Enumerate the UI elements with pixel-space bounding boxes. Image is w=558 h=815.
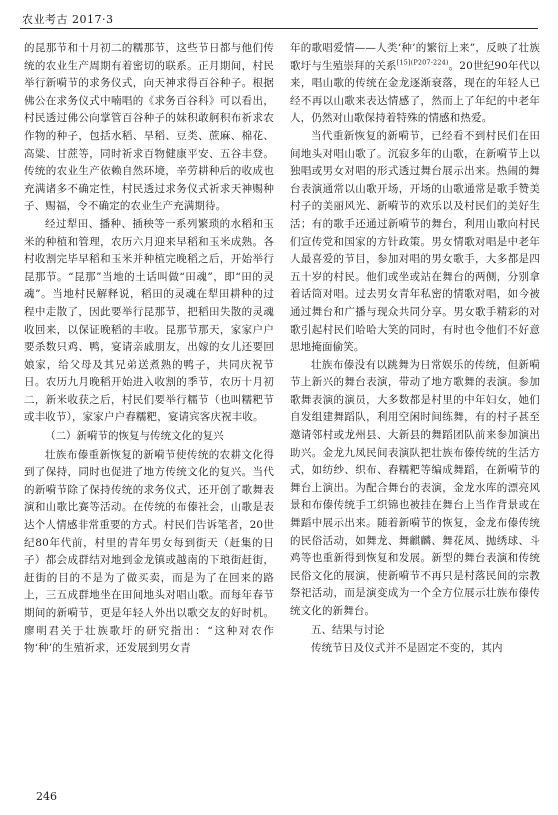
paragraph bbox=[290, 40, 540, 128]
paragraph: 当代重新恢复的新嗬节，已经看不到村民们在田间地头对唱山歌了。沉寂多年的山歌，在新嗬节上以独唱或男女对唱的形式透过舞台展示出来。热闹的舞台表演通常以山歌开场，开场的山歌通常是歌手赞美村子的美丽风光、新嗬节的欢乐以及村民们的美好生活；有的歌手还通过新嗬节的舞台，利用山歌向村民们宣传党和国家的方针政策。男女情歌对唱是中老年人最喜爱的节目，参加对唱的男女歌手，大多都是四五十岁的村民。他们或坐或站在舞台的两侧，分别拿着话筒对唱。过去男女青年私密的情歌对唱，如今被通过舞台和广播与现众共同分享。男女歌手精彩的对歌引起村民们哈哈大笑的同时，有时也令他们不好意思地掩面偷笑。 bbox=[290, 129, 540, 354]
paragraph-text: 年的歌唱爱情——人类‘种’的繁衍上来”，反映了壮族歌圩与生殖崇拜的关系 bbox=[290, 42, 540, 72]
paragraph: 传统节日及仪式并不是固定不变的，其内 bbox=[311, 642, 503, 655]
paragraph: 壮族布傣重新恢复的新嗬节使传统的农耕文化得到了保持，同时也促进了地方传统文化的复兴。当代的新嗬节除了保持传统的求务仪式，还开创了歌舞表演和山歌比赛等活动。在传统的布傣社会，山歌是表达个人情感非常重要的方式。村民们告诉笔者，20世纪80年代前，村里的青年男女每到街天（赶集的日子）都会成群结对地到金龙镇或越南的下琅街赶街，赶街的目的不是为了做买卖，而是为了在回来的路上，三五成群地坐在田间地头对唱山歌。而每年春节期间的新嗬节，更是年轻人外出以歌交友的好时机。廖明君关于壮族歌圩的研究指出：“这种对农作物‘种’的生殖祈求，还发展到男女青 bbox=[24, 448, 274, 655]
paragraph: 的昆那节和十月初二的糯那节，这些节日都与他们传统的农业生产周期有着密切的联系。正月期间，村民举行新嗬节的求务仪式，向天神求得百谷种子。根据佛公在求务仪式中喃唱的《求务百谷科》可以看出，村民透过佛公向掌管百谷种子的妹积敢舸积布祈求农作物的种子，包括水稻、旱稻、豆类、蔗麻、棉花、高粱、甘蔗等，同时祈求百物健康平安、五谷丰登。传统的农业生产依赖自然环境，辛劳耕种后的收成也充满诸多不确定性，村民透过求务仪式祈求天神赐种子、赐福，令不确定的农业生产充满期待。 bbox=[24, 42, 274, 213]
paragraph-text: 。20世纪90年代以来，唱山歌的传统在金龙逐渐衰落，现在的年轻人已经不再以山歌来表达情感了，然而上了年纪的中老年人，仍然对山歌保持着特殊的情感和热爱。 bbox=[290, 59, 540, 125]
section-heading: 五、结果与讨论 bbox=[311, 623, 385, 636]
left-column bbox=[24, 40, 274, 746]
page-number: 246 bbox=[36, 790, 57, 803]
section-heading: （二）新嗬节的恢复与传统文化的复兴 bbox=[45, 430, 224, 443]
page-header bbox=[20, 8, 538, 29]
paragraph: 壮族布傣没有以跳舞为日常娱乐的传统，但新嗬节上新兴的舞台表演，带动了地方歌舞的表演。参加歌舞表演的演员，大多数都是村里的中年妇女，她们自发组建舞蹈队，利用空闲时间练舞，有的村子甚至邀请邻村或龙州县、大新县的舞蹈团队前来参加演出助兴。金龙九凤民间表演队把壮族布傣传统的生活方式，如纺纱、织布、舂糯粑等编成舞蹈，在新嗬节的舞台上演出。为配合舞台的表演，金龙水库的漂亮风景和布傣传统手工织锦也被挂在舞台上当作背景或在舞蹈中展示出来。随着新嗬节的恢复，金龙布傣传统的民俗活动，如舞龙、舞麒麟、舞花凤、抛绣球、斗鸡等也重新得到恢复和发展。新型的舞台表演和传统民俗文化的展演，使新嗬节不再只是村落民间的宗教祭祀活动，而是演变成为一个全方位展示壮族布傣传统文化的新舞台。 bbox=[290, 358, 540, 617]
citation: [15](P207-224) bbox=[396, 58, 449, 67]
journal-title: 农业考古 2017·3 bbox=[22, 13, 114, 26]
paragraph: 经过犁田、播种、插秧等一系列繁琐的水稻和玉米的种植和管理，农历六月迎来早稻和玉米成熟。各村收割完毕早稻和玉米并种植完晚稻之后，开始举行昆那节。“昆那”当地的土话叫做“田魂”，即“田的灵魂”。当地村民解释说，稻田的灵魂在犁田耕种的过程中走散了，因此要举行昆那节，把稻田失散的灵魂收回来，以保证晚稻的丰收。昆那节那天，家家户户要杀数只鸡、鸭，宴请亲戚朋友，出嫁的女儿还要回娘家，给父母及其兄弟送煮熟的鸭子，共同庆祝节日。农历九月晚稻开始进入收割的季节，农历十月初二，新米收获之后，村民们要举行糯节（也叫糯粑节或丰收节），家家户户舂糯粑，宴请宾客庆祝丰收。 bbox=[24, 217, 274, 424]
right-column bbox=[290, 40, 540, 746]
